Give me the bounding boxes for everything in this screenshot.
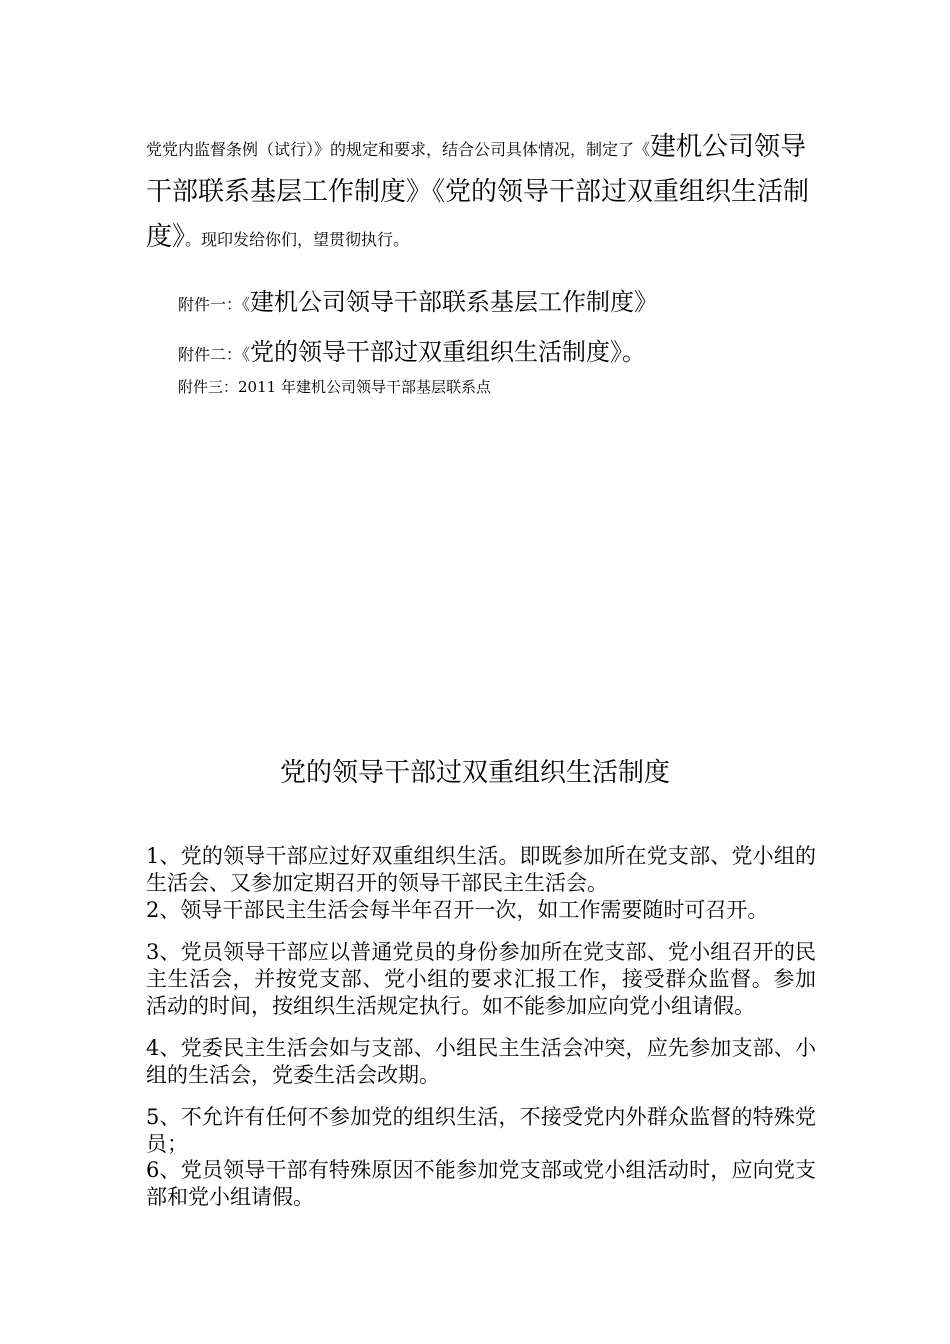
intro-text-part2: 建机公司领导干部联系基层工作制度》《党的领导干部过双重组织生活制度》 [146, 132, 810, 252]
attachment-2-prefix: 附件二：《 [178, 345, 251, 364]
list-item-3: 3、党员领导干部应以普通党员的身份参加所在党支部、党小组召开的民主生活会，并按党支部、党小组的要求汇报工作，接受群众监督。参加活动的时间，按组织生活规定执行。如不能参加应向党小组请假。 [146, 940, 816, 1018]
document-title: 党的领导干部过双重组织生活制度 [279, 758, 670, 788]
intro-text-part3: 。现印发给你们，望贯彻执行。 [185, 230, 410, 249]
attachment-3-prefix: 附件三：2011 年建机公司领导干部基层联系点 [178, 378, 491, 396]
attachment-1-prefix: 附件一：《 [178, 295, 251, 314]
attachment-1 [178, 282, 658, 317]
attachment-1-title: 建机公司领导干部联系基层工作制度》 [250, 288, 659, 316]
intro-text-part1: 党党内监督条例（试行）》的规定和要求，结合公司具体情况，制定了《 [146, 140, 651, 159]
list-item-2: 2、领导干部民主生活会每半年召开一次，如工作需要随时可召开。 [146, 898, 769, 922]
attachment-2 [178, 332, 646, 367]
list-item-4: 4、党委民主生活会如与支部、小组民主生活会冲突，应先参加支部、小组的生活会，党委生活会改期。 [146, 1036, 816, 1087]
attachment-2-title: 党的领导干部过双重组织生活制度》 [250, 338, 623, 366]
attachment-2-suffix: 。 [622, 338, 647, 366]
list-item-5: 5、不允许有任何不参加党的组织生活，不接受党内外群众监督的特殊党员； [146, 1105, 816, 1156]
list-item-1: 1、党的领导干部应过好双重组织生活。即既参加所在党支部、党小组的生活会、又参加定期召开的领导干部民主生活会。 [146, 844, 816, 895]
intro-paragraph [146, 126, 810, 261]
attachment-3 [178, 376, 491, 397]
list-item-6: 6、党员领导干部有特殊原因不能参加党支部或党小组活动时，应向党支部和党小组请假。 [146, 1158, 816, 1209]
